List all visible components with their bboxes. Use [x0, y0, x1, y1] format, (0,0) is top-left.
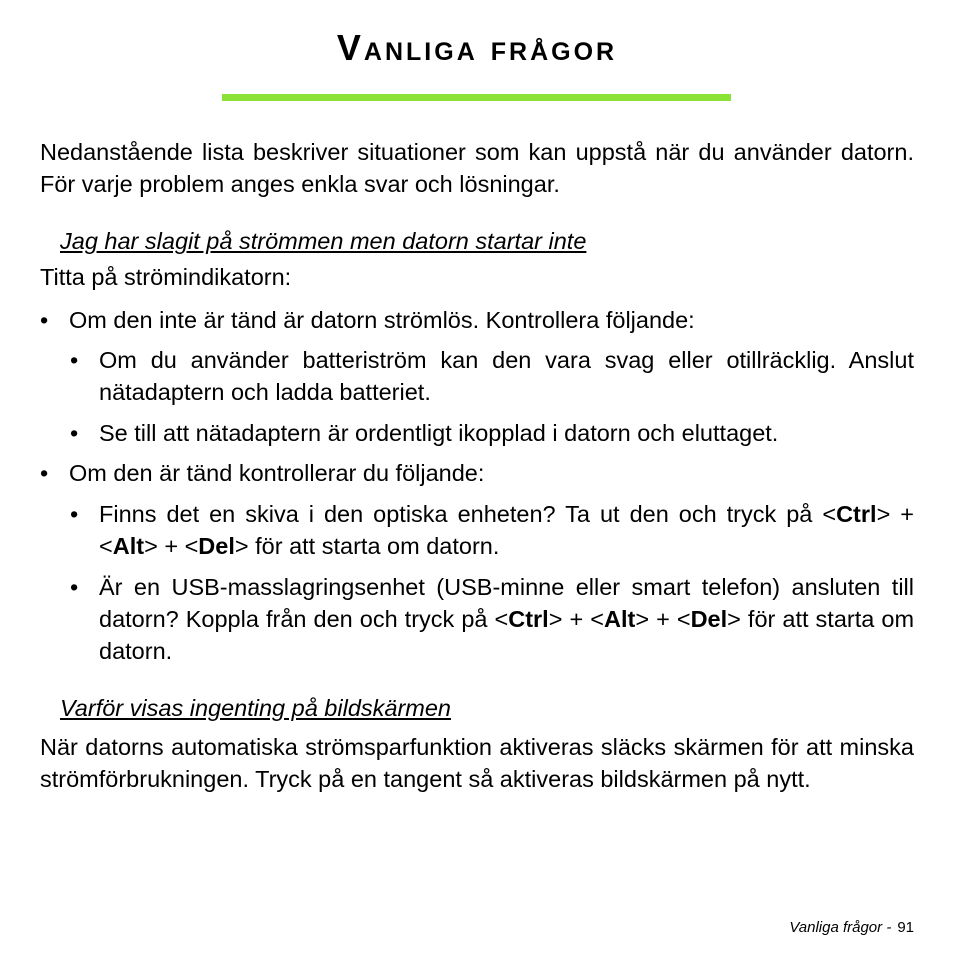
display-paragraph: När datorns automatiska strömsparfunktion aktiveras släcks skärmen för att minska strömförbrukningen. Tryck på en tangent så aktiveras bildskärmen på nytt.	[40, 734, 914, 792]
bullet-marker: •	[70, 420, 79, 446]
footer-label: Vanliga frågor -	[789, 919, 892, 936]
key-ctrl: Ctrl	[836, 501, 877, 527]
list-item: Finns det en skiva i den optiska enheten? Ta ut den och tryck på <Ctrl> + <Alt> + <Del> för att starta om datorn.	[99, 501, 914, 559]
key-alt: Alt	[112, 533, 145, 559]
list-item: Om den inte är tänd är datorn strömlös. Kontrollera följande:	[69, 307, 695, 333]
bullet-marker: •	[70, 347, 79, 373]
bullet-marker: •	[70, 574, 79, 600]
page-number: 91	[897, 919, 914, 936]
section-heading-power: Jag har slagit på strömmen men datorn startar inte	[60, 228, 587, 254]
key-ctrl: Ctrl	[508, 606, 549, 632]
key-alt: Alt	[603, 606, 636, 632]
page-footer	[789, 918, 914, 938]
page-title: Vanliga frågor	[336, 27, 618, 68]
key-del: Del	[198, 533, 235, 559]
bullet-marker: •	[40, 307, 49, 333]
bullet-marker: •	[40, 460, 49, 486]
list-item: Se till att nätadaptern är ordentligt ikopplad i datorn och eluttaget.	[99, 420, 779, 446]
list-item: Om du använder batteriström kan den vara svag eller otillräcklig. Anslut nätadaptern och ladda batteriet.	[99, 347, 914, 405]
key-del: Del	[690, 606, 728, 632]
title-underline	[222, 94, 731, 101]
list-item: Är en USB-masslagringsenhet (USB-minne eller smart telefon) ansluten till datorn? Koppla från den och tryck på <Ctrl> + <Alt> + <Del> för att starta om datorn.	[99, 574, 915, 664]
power-lead-text: Titta på strömindikatorn:	[40, 264, 292, 290]
bullet-marker: •	[70, 501, 79, 527]
intro-paragraph: Nedanstående lista beskriver situationer som kan uppstå när du använder datorn. För varje problem anges enkla svar och lösningar.	[40, 139, 914, 197]
section-heading-display: Varför visas ingenting på bildskärmen	[60, 695, 451, 721]
list-item: Om den är tänd kontrollerar du följande:	[69, 460, 485, 486]
